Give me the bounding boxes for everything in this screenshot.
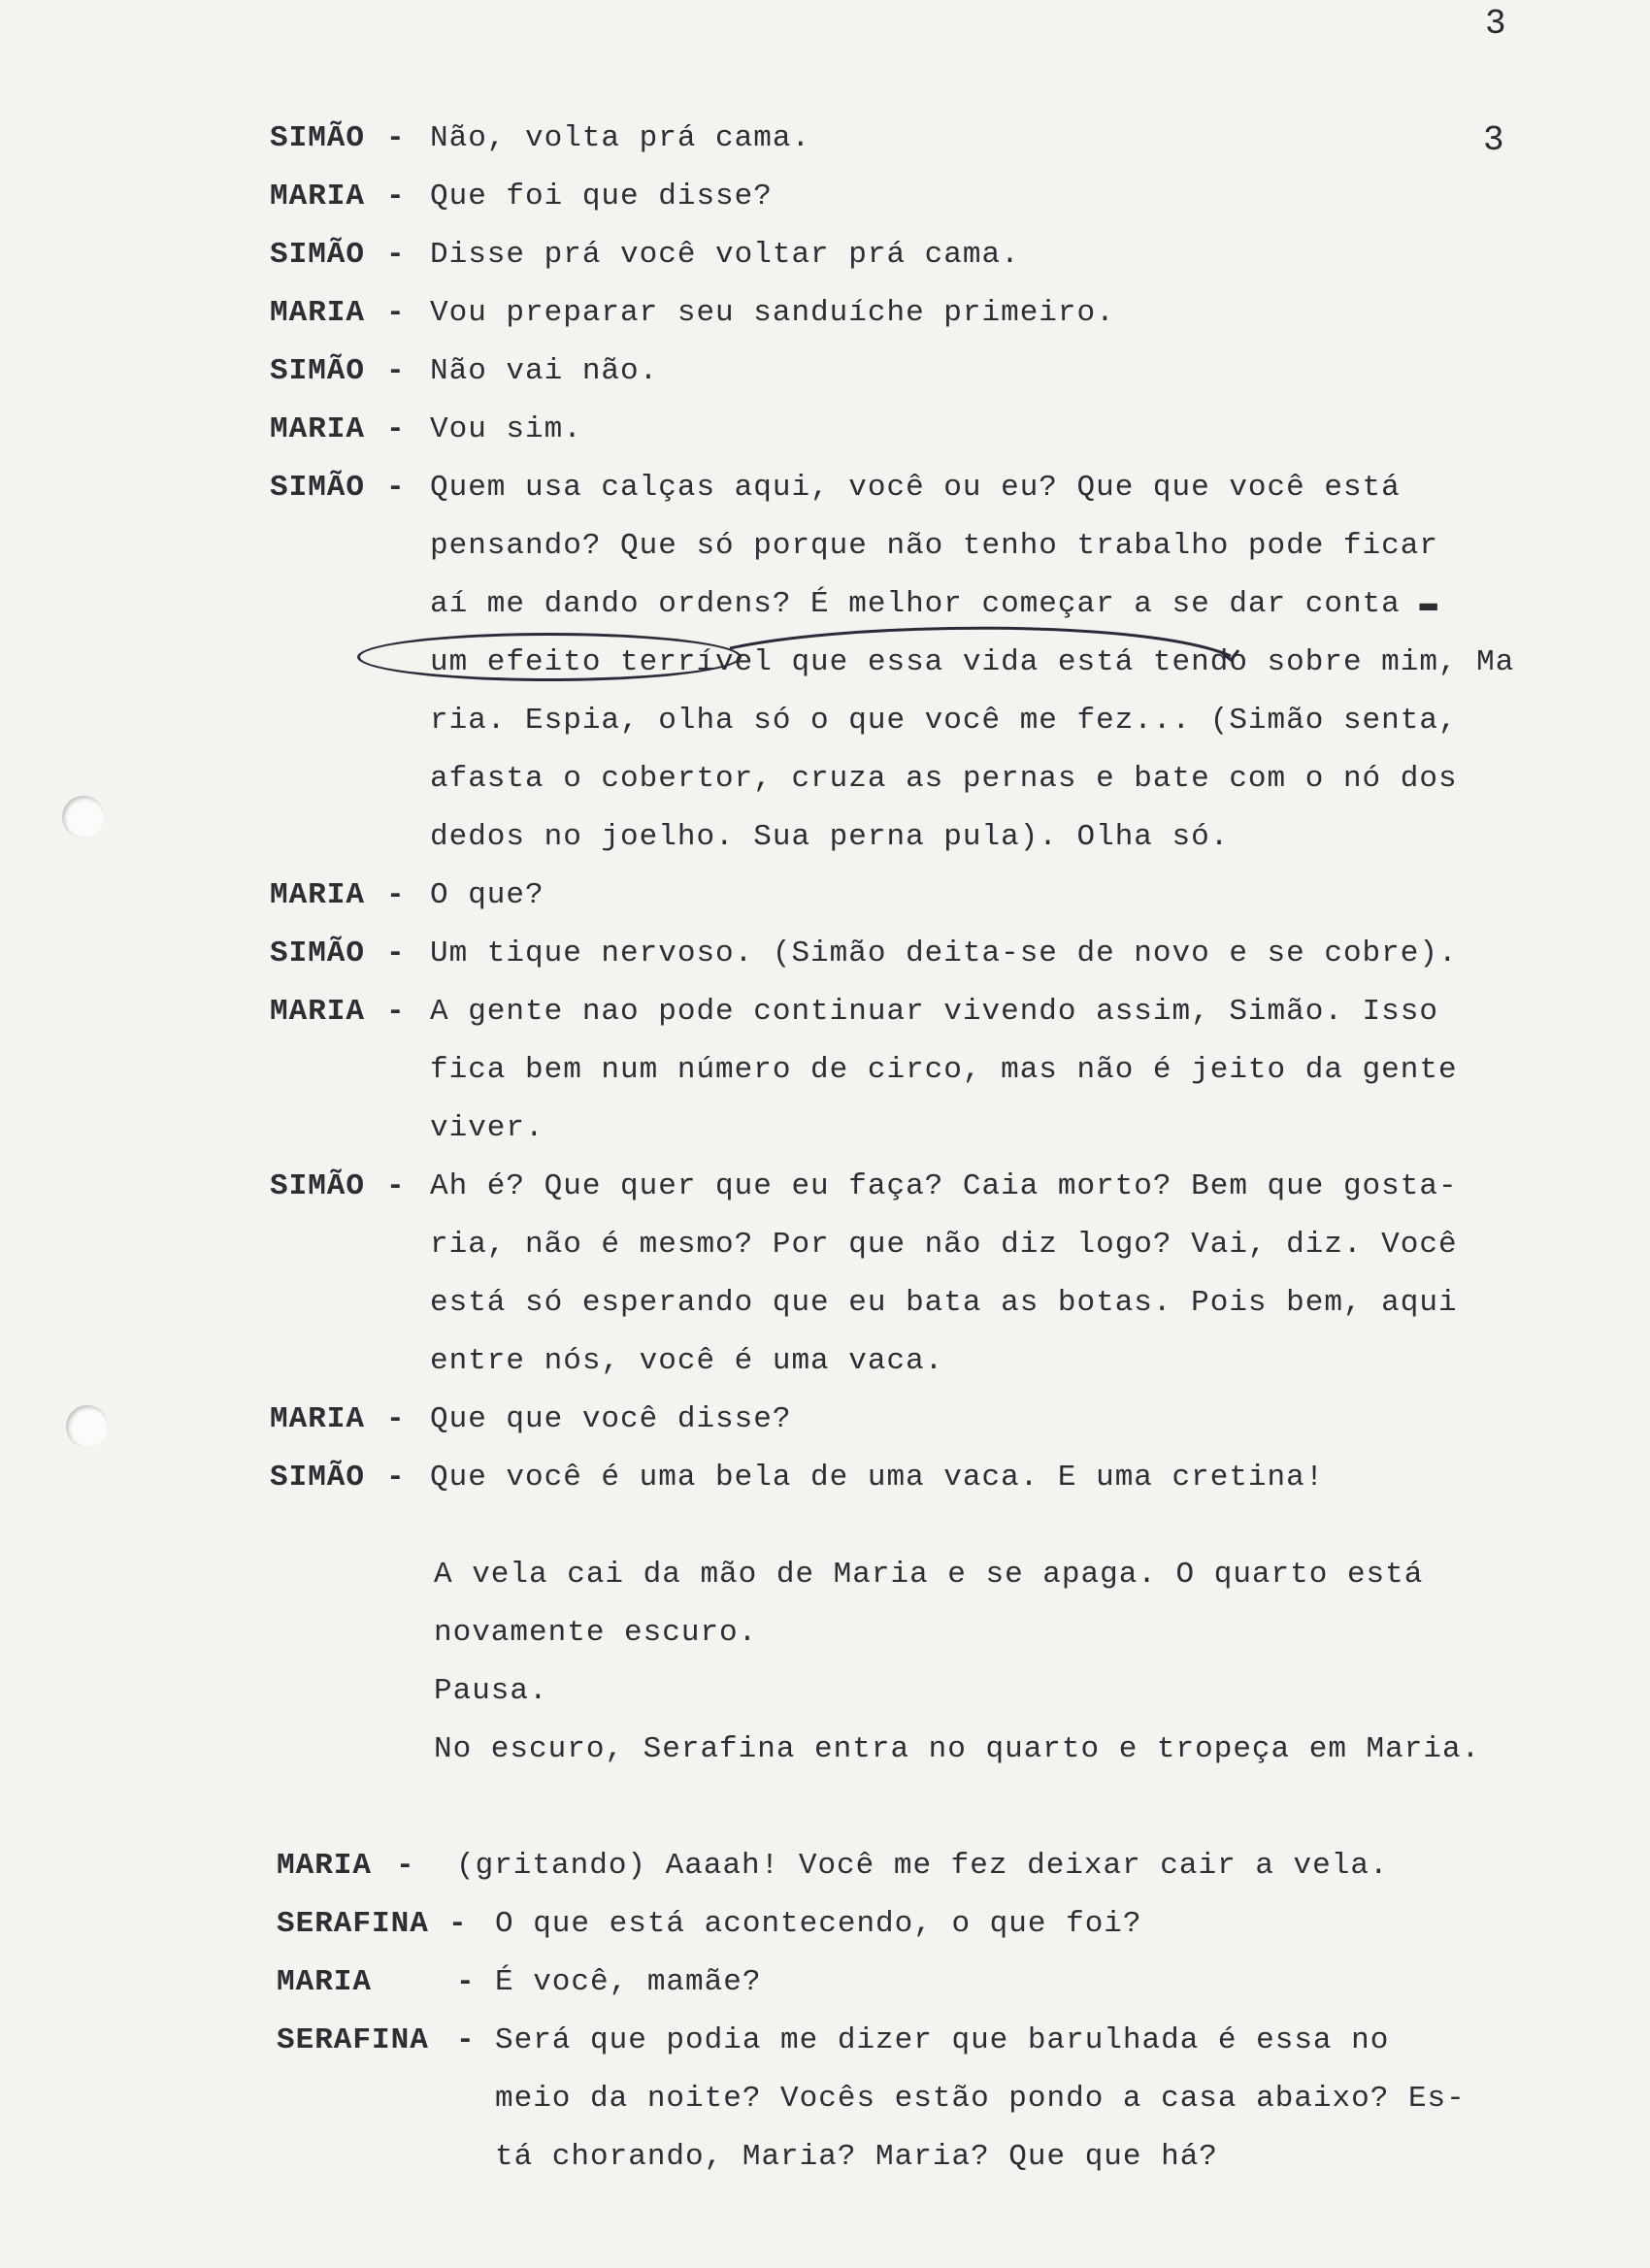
page-number: 3 [1485, 4, 1506, 44]
dialogue-line: afasta o cobertor, cruza as pernas e bate com o nó dos [430, 762, 1458, 796]
dialogue-line: Quem usa calças aqui, você ou eu? Que que você está [430, 471, 1401, 505]
dialogue-line: Vou preparar seu sanduíche primeiro. [430, 296, 1115, 330]
dialogue-line: O que está acontecendo, o que foi? [495, 1907, 1142, 1941]
dialogue-line: Não vai não. [430, 354, 659, 388]
dialogue-line: ria. Espia, olha só o que você me fez... (Simão senta, [430, 704, 1458, 738]
speaker-dash: - [386, 878, 405, 912]
dialogue-line: (gritando) Aaaah! Você me fez deixar cair a vela. [456, 1849, 1389, 1883]
dialogue-line: Que foi que disse? [430, 180, 773, 214]
dialogue-line: A gente nao pode continuar vivendo assim, Simão. Isso [430, 995, 1438, 1029]
speaker-name: SIMÃO [270, 937, 366, 970]
speaker-name: SIMÃO [270, 1461, 366, 1495]
speaker-dash: - [386, 1461, 405, 1495]
dialogue-line: está só esperando que eu bata as botas. Pois bem, aqui [430, 1286, 1458, 1320]
speaker-name: MARIA [270, 878, 366, 912]
page-number-typed: 3 [1483, 120, 1504, 160]
dialogue-line: Vou sim. [430, 412, 582, 446]
dialogue-line: viver. [430, 1111, 544, 1145]
speaker-dash: - [386, 121, 405, 155]
dialogue-line: tá chorando, Maria? Maria? Que que há? [495, 2140, 1218, 2174]
speaker-name: MARIA [270, 412, 366, 446]
speaker-name: SIMÃO [270, 238, 366, 272]
dialogue-line: ria, não é mesmo? Por que não diz logo? Vai, diz. Você [430, 1228, 1458, 1262]
speaker-name: SIMÃO [270, 471, 366, 505]
dialogue-line: dedos no joelho. Sua perna pula). Olha só. [430, 820, 1230, 854]
dialogue-line: pensando? Que só porque não tenho trabalho pode ficar [430, 529, 1438, 563]
speaker-dash: - [386, 937, 405, 970]
dialogue-line: O que? [430, 878, 544, 912]
speaker-name: MARIA [277, 1965, 373, 1999]
dialogue-line: Que você é uma bela de uma vaca. E uma cretina! [430, 1461, 1325, 1495]
speaker-dash: - [386, 1169, 405, 1203]
dialogue-line: Disse prá você voltar prá cama. [430, 238, 1020, 272]
speaker-dash: - [386, 180, 405, 214]
dialogue-line: É você, mamãe? [495, 1965, 762, 1999]
stage-direction-line: No escuro, Serafina entra no quarto e tropeça em Maria. [434, 1732, 1481, 1766]
speaker-name: MARIA [277, 1849, 373, 1883]
speaker-dash: - [386, 1402, 405, 1436]
speaker-name: MARIA [270, 995, 366, 1029]
dialogue-line: meio da noite? Vocês estão pondo a casa abaixo? Es- [495, 2082, 1466, 2116]
dialogue-line: Será que podia me dizer que barulhada é essa no [495, 2023, 1390, 2057]
dialogue-line: Não, volta prá cama. [430, 121, 811, 155]
dialogue-line: um efeito terrível que essa vida está tendo sobre mim, Ma [430, 645, 1515, 679]
stage-direction-line: Pausa. [434, 1674, 548, 1708]
speaker-dash: - [456, 2023, 475, 2057]
speaker-name: SERAFINA [277, 1907, 429, 1941]
speaker-name: SIMÃO [270, 354, 366, 388]
stage-direction-line: novamente escuro. [434, 1616, 758, 1650]
stage-direction-line: A vela cai da mão de Maria e se apaga. O quarto está [434, 1558, 1424, 1592]
speaker-dash: - [386, 354, 405, 388]
speaker-name: MARIA [270, 1402, 366, 1436]
dialogue-line: Ah é? Que quer que eu faça? Caia morto? Bem que gosta- [430, 1169, 1458, 1203]
dialogue-line: entre nós, você é uma vaca. [430, 1344, 944, 1378]
speaker-dash: - [456, 1965, 475, 1999]
speaker-dash: - [448, 1907, 467, 1941]
dialogue-line: Que que você disse? [430, 1402, 792, 1436]
dialogue-line: aí me dando ordens? É melhor começar a se dar conta ▬ [430, 587, 1438, 621]
speaker-dash: - [386, 412, 405, 446]
speaker-name: SIMÃO [270, 1169, 366, 1203]
speaker-dash: - [386, 995, 405, 1029]
dialogue-line: fica bem num número de circo, mas não é jeito da gente [430, 1053, 1458, 1087]
speaker-name: MARIA [270, 296, 366, 330]
dialogue-line: Um tique nervoso. (Simão deita-se de novo e se cobre). [430, 937, 1458, 970]
speaker-dash: - [386, 296, 405, 330]
speaker-name: SERAFINA [277, 2023, 429, 2057]
speaker-dash: - [386, 471, 405, 505]
speaker-dash: - [386, 238, 405, 272]
speaker-name: SIMÃO [270, 121, 366, 155]
speaker-dash: - [396, 1849, 414, 1883]
speaker-name: MARIA [270, 180, 366, 214]
